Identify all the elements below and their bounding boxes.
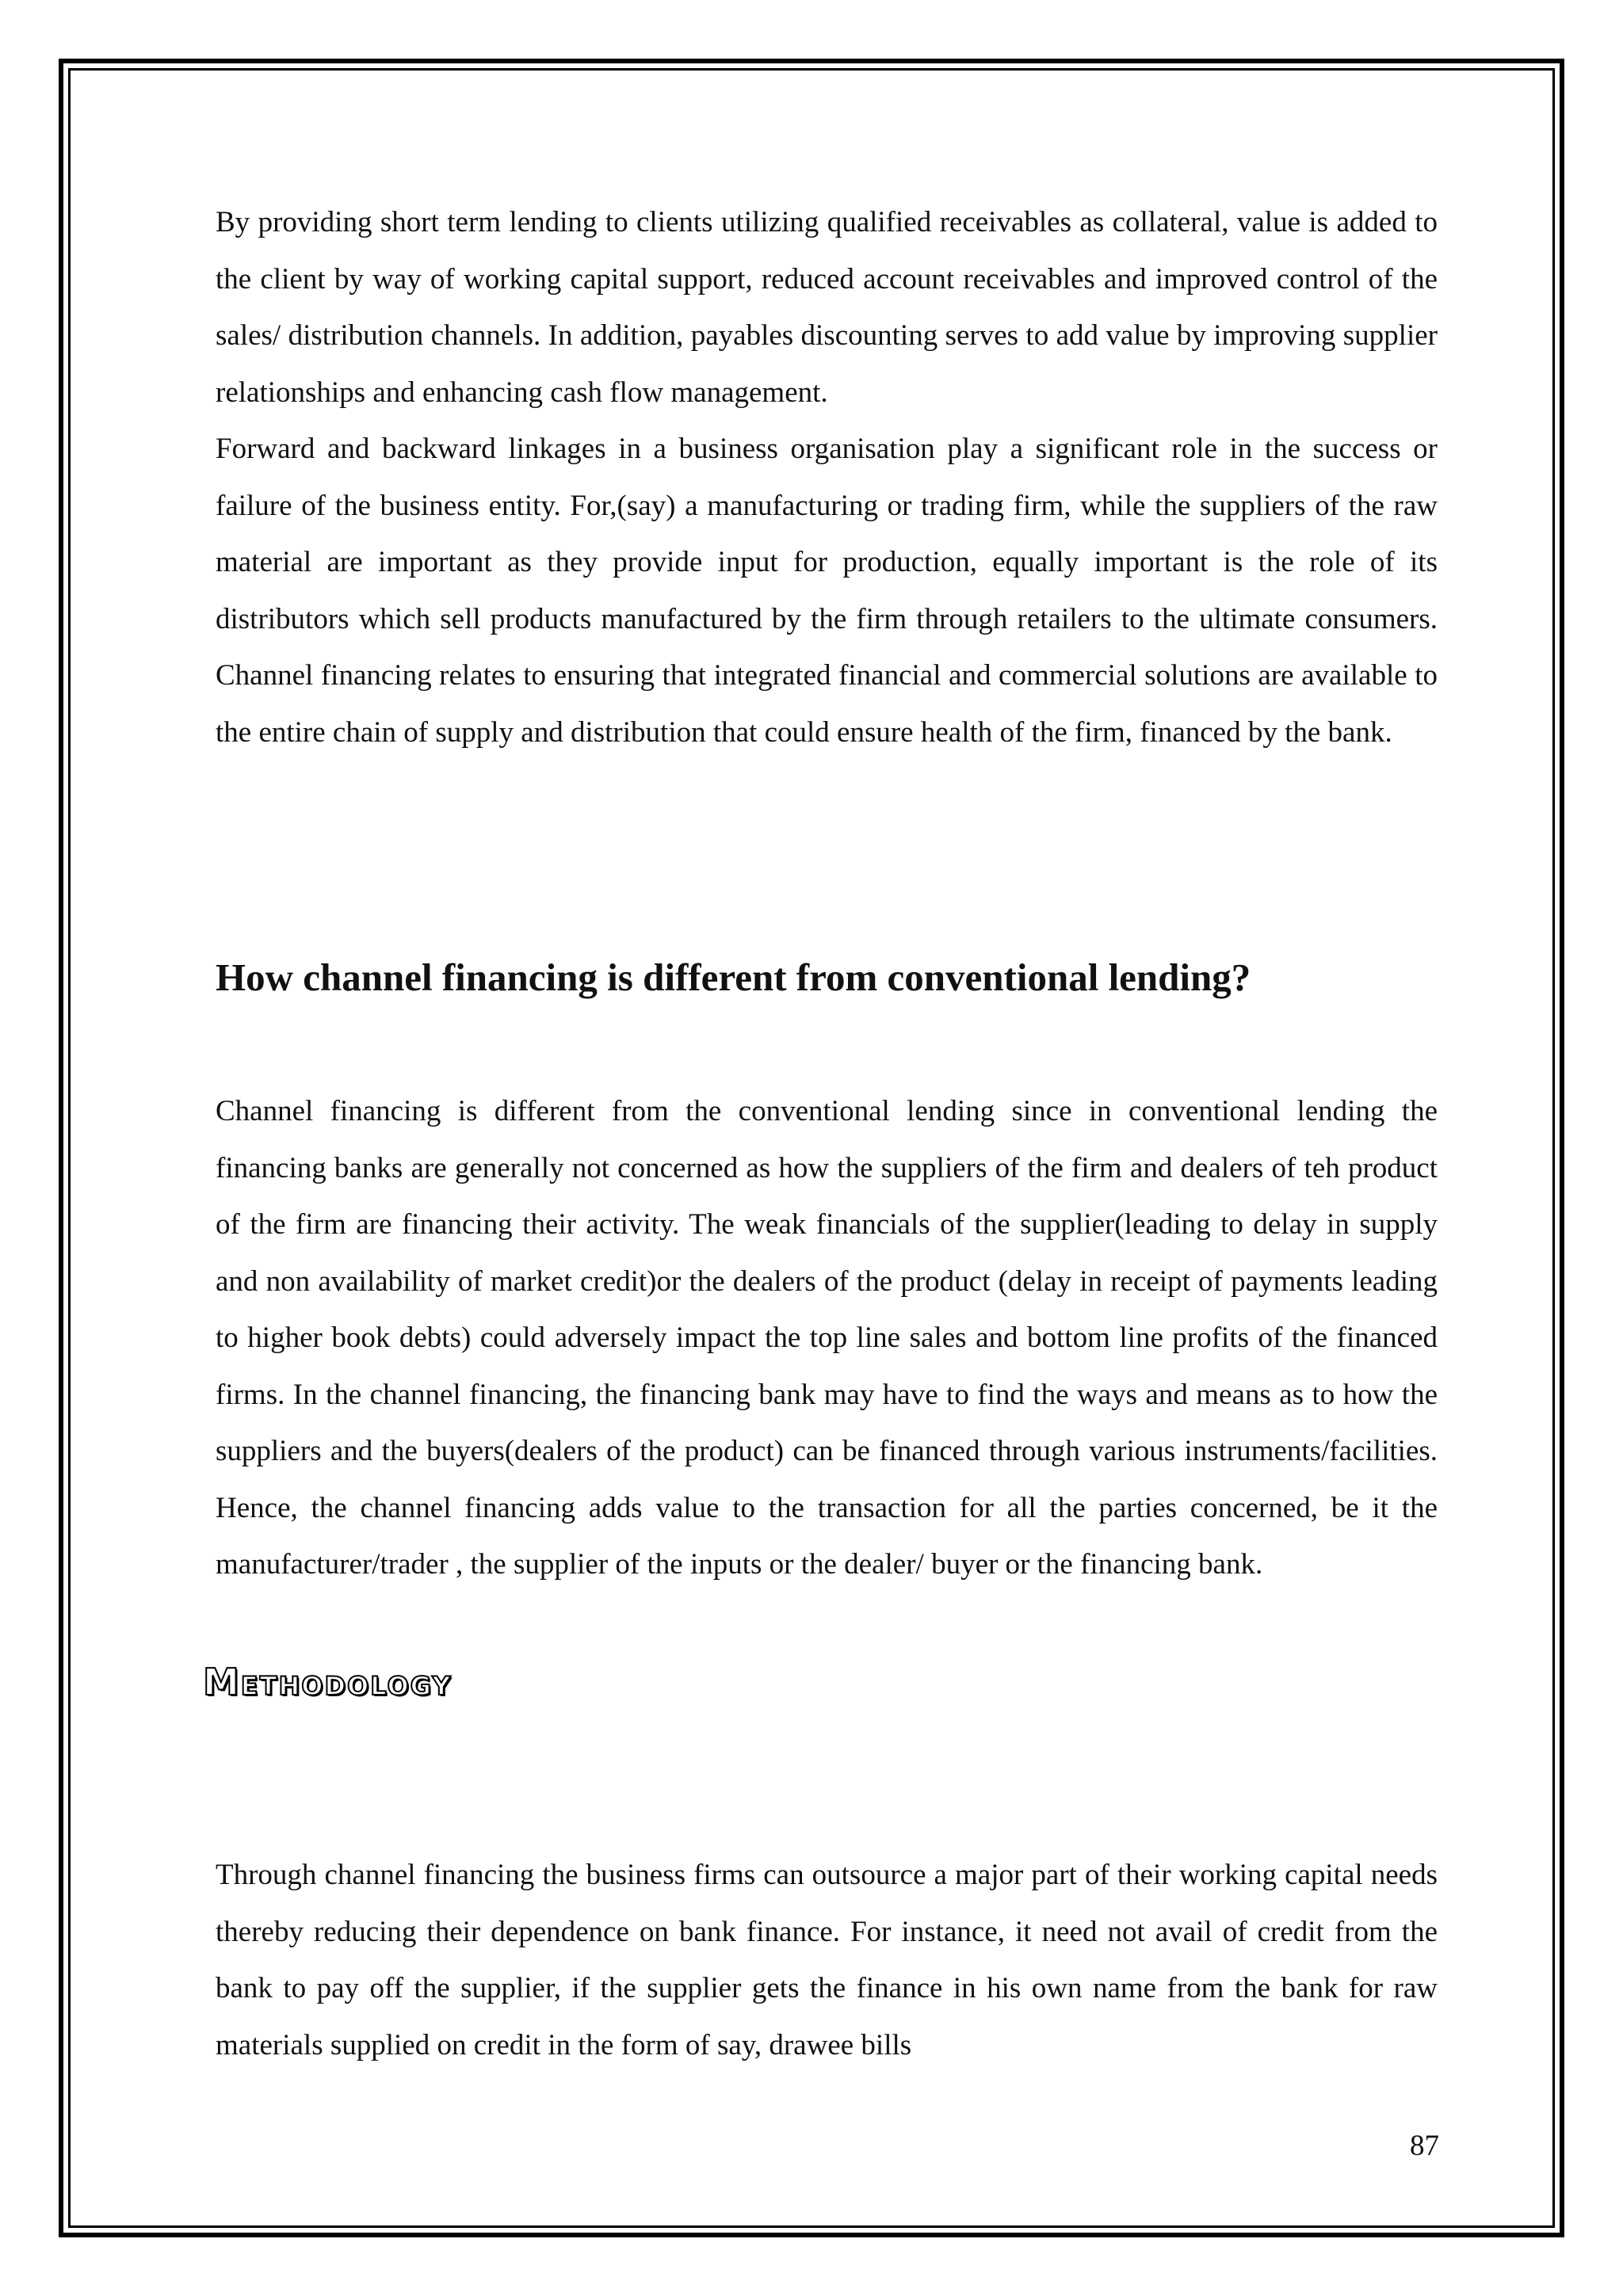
page-number: 87 <box>1410 2130 1439 2162</box>
methodology-title: Methodology <box>203 1661 453 1703</box>
paragraph-methodology: Through channel financing the business firms can outsource a major part of their working capital needs thereby reducing their dependence on bank finance. For instance, it need not avail of credit from the bank to pay off the supplier, if the supplier gets the finance in his own name from the bank for raw materials supplied on credit in the form of say, drawee bills <box>216 1859 1438 2061</box>
paragraph-linkages: Forward and backward linkages in a business organisation play a significant role in the success or failure of the business entity. For,(say) a manufacturing or trading firm, while the suppliers of the raw material are important as they provide input for production, equally important is the role of its distributors which sell products manufactured by the firm through retailers to the ultimate consumers. Channel financing relates to ensuring that integrated financial and commercial solutions are available to the entire chain of supply and distribution that could ensure health of the firm, financed by the bank. <box>216 433 1438 749</box>
paragraph-intro-value: By providing short term lending to clients utilizing qualified receivables as collateral, value is added to the client by way of working capital support, reduced account receivables and improved control of the sales/ distribution channels. In addition, payables discounting serves to add value by improving supplier relationships and enhancing cash flow management. <box>216 206 1438 409</box>
paragraph-difference: Channel financing is different from the conventional lending since in conventional lending the financing banks are generally not concerned as how the suppliers of the firm and dealers of teh product of the firm are financing their activity. The weak financials of the supplier(leading to delay in supply and non availability of market credit)or the dealers of the product (delay in receipt of payments leading to higher book debts) could adversely impact the top line sales and bottom line profits of the financed firms. In the channel financing, the financing bank may have to find the ways and means as to how the suppliers and the buyers(dealers of the product) can be financed through various instruments/facilities. Hence, the channel financing adds value to the transaction for all the parties concerned, be it the manufacturer/trader , the supplier of the inputs or the dealer/ buyer or the financing bank. <box>216 1095 1438 1581</box>
section-heading: How channel financing is different from conventional lending? <box>216 955 1251 999</box>
